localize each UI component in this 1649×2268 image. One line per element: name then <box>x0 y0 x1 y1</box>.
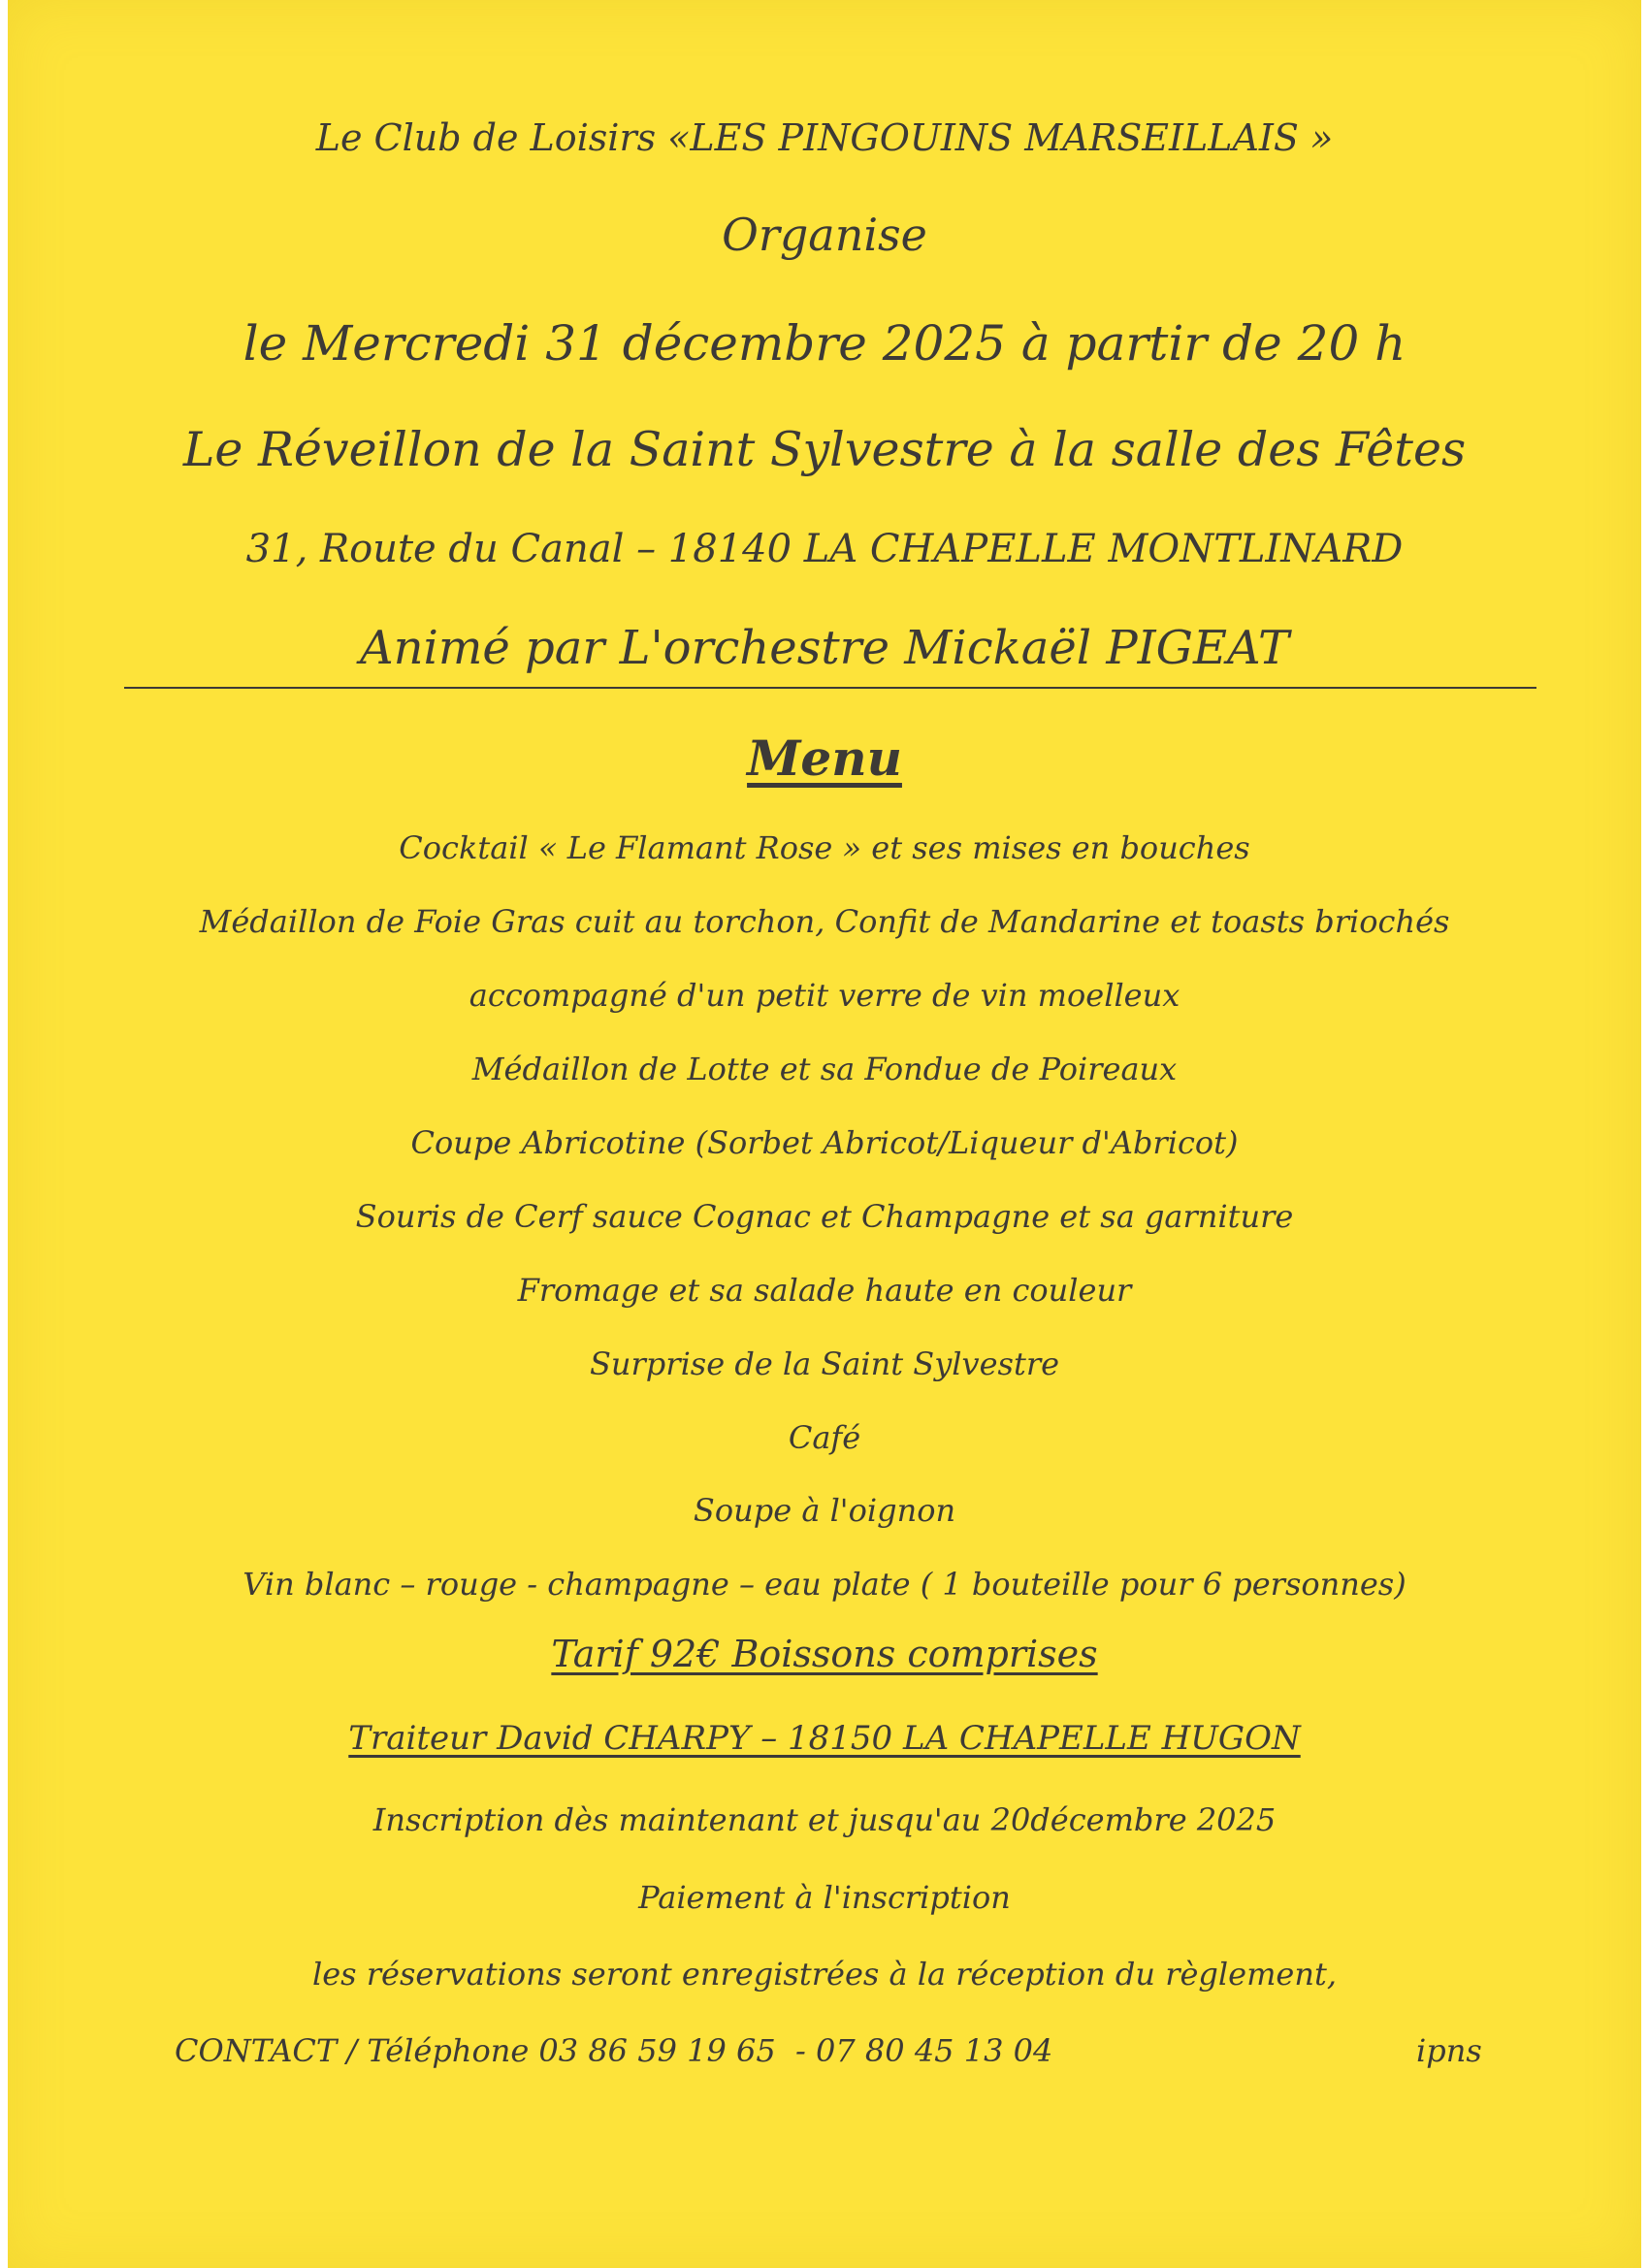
menu-item: accompagné d'un petit verre de vin moelleux <box>469 977 1180 1014</box>
menu-item: Médaillon de Foie Gras cuit au torchon, Confit de Mandarine et toasts briochés <box>199 903 1450 940</box>
organise-heading: Organise <box>722 209 927 261</box>
menu-item: Coupe Abricotine (Sorbet Abricot/Liqueur d'Abricot) <box>410 1124 1239 1161</box>
price-line: Tarif 92€ Boissons comprises <box>551 1633 1098 1675</box>
divider <box>124 687 1536 689</box>
menu-item: Fromage et sa salade haute en couleur <box>517 1272 1132 1309</box>
contact-phone: CONTACT / Téléphone 03 86 59 19 65 - 07 80 45 13 04 <box>175 2032 1053 2069</box>
club-name: Le Club de Loisirs «LES PINGOUINS MARSEILLAIS » <box>315 116 1334 159</box>
menu-item: Médaillon de Lotte et sa Fondue de Poireaux <box>471 1051 1178 1087</box>
event-title: Le Réveillon de la Saint Sylvestre à la salle des Fêtes <box>182 422 1467 477</box>
registration-line: Inscription dès maintenant et jusqu'au 20décembre 2025 <box>372 1801 1277 1838</box>
menu-title: Menu <box>747 729 902 787</box>
payment-line: Paiement à l'inscription <box>638 1879 1011 1916</box>
ipns-mark: ipns <box>1416 2032 1482 2069</box>
menu-item: Souris de Cerf sauce Cognac et Champagne et sa garniture <box>355 1198 1294 1235</box>
menu-item: Cocktail « Le Flamant Rose » et ses mises en bouches <box>399 829 1250 866</box>
menu-item: Soupe à l'oignon <box>693 1492 956 1529</box>
orchestra-line: Animé par L'orchestre Mickaël PIGEAT <box>359 621 1290 675</box>
event-address: 31, Route du Canal – 18140 LA CHAPELLE MONTLINARD <box>245 527 1404 571</box>
menu-item: Café <box>788 1419 861 1456</box>
menu-item: Surprise de la Saint Sylvestre <box>589 1345 1060 1382</box>
reservations-line: les réservations seront enregistrées à la réception du règlement, <box>311 1956 1337 1993</box>
caterer-line: Traiteur David CHARPY – 18150 LA CHAPELLE HUGON <box>348 1719 1301 1758</box>
event-date: le Mercredi 31 décembre 2025 à partir de 20 h <box>242 315 1406 372</box>
menu-item: Vin blanc – rouge - champagne – eau plate ( 1 bouteille pour 6 personnes) <box>242 1566 1406 1603</box>
